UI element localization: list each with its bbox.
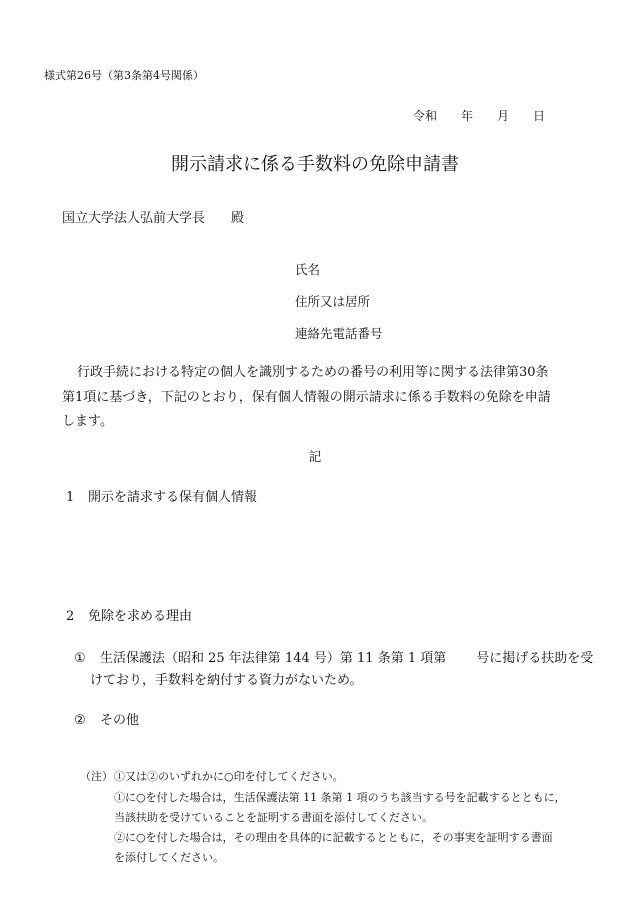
page-title: 開示請求に係る手数料の免除申請書 bbox=[171, 154, 459, 175]
section-2-heading bbox=[66, 605, 192, 624]
note-2-line-2: 当該扶助を受けていることを証明する書面を添付してください。 bbox=[114, 811, 433, 824]
note-3-line-1: ②に○を付した場合は，その理由を具体的に記載するとともに，その事実を証明する書面 bbox=[114, 831, 553, 844]
section-2-label: 免除を求める理由 bbox=[88, 609, 193, 624]
section-1-number: 1 bbox=[66, 490, 75, 505]
note-2-line-1: ①に○を付した場合は，生活保護法第 11 条第 1 項のうち該当する号を記載するとともに， bbox=[114, 791, 566, 804]
note-3-line-2: を添付してください。 bbox=[114, 851, 224, 864]
date-month: 月 bbox=[497, 109, 510, 123]
option-2-marker: ② bbox=[74, 713, 86, 728]
reason-option-1 bbox=[74, 647, 593, 666]
applicant-address-label: 住所又は居所 bbox=[295, 294, 371, 309]
applicant-name-label: 氏名 bbox=[295, 262, 321, 277]
date-day: 日 bbox=[533, 109, 546, 123]
notes-label: （注） bbox=[80, 770, 113, 783]
date-line bbox=[413, 107, 545, 124]
form-number: 様式第26号（第3条第4号関係） bbox=[44, 69, 204, 82]
applicant-phone-label: 連絡先電話番号 bbox=[295, 326, 383, 341]
addressee-honorific: 殿 bbox=[231, 211, 245, 226]
addressee-name: 国立大学法人弘前大学長 bbox=[62, 211, 206, 226]
option-1-text-after: 号に掲げる扶助を受 bbox=[476, 651, 594, 666]
date-era: 令和 bbox=[413, 109, 438, 123]
reason-option-2 bbox=[74, 709, 139, 728]
option-2-text: その他 bbox=[100, 713, 140, 728]
date-year: 年 bbox=[461, 109, 474, 123]
section-1-label: 開示を請求する保有個人情報 bbox=[88, 490, 258, 505]
body-text-line-2: 第1項に基づき，下記のとおり，保有個人情報の開示請求に係る手数料の免除を申請 bbox=[62, 390, 551, 405]
reason-option-1-line-2: けており，手数料を納付する資力がないため。 bbox=[90, 673, 363, 688]
note-1: ①又は②のいずれかに○印を付してください。 bbox=[114, 770, 344, 783]
option-1-text-before: 生活保護法（昭和 25 年法律第 144 号）第 11 条第 1 項第 bbox=[100, 651, 447, 666]
body-text-line-3: します。 bbox=[62, 414, 113, 429]
body-text-line-1: 行政手続における特定の個人を識別するための番号の利用等に関する法律第30条 bbox=[77, 365, 549, 380]
section-2-number: 2 bbox=[66, 609, 75, 624]
ki-heading: 記 bbox=[308, 449, 322, 464]
option-1-marker: ① bbox=[74, 651, 86, 666]
addressee bbox=[62, 207, 244, 226]
section-1-heading bbox=[66, 486, 257, 505]
